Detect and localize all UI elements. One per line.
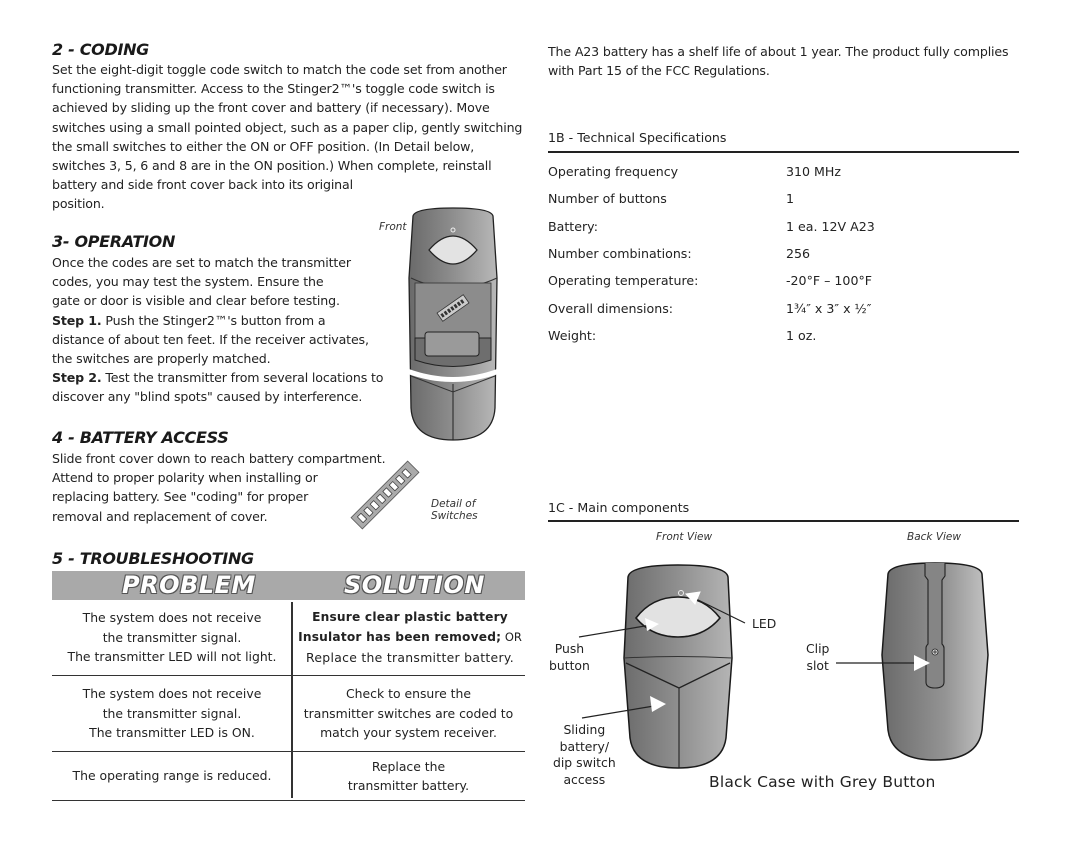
product-caption: Black Case with Grey Button: [709, 773, 936, 791]
sliding-access-label: [553, 722, 616, 788]
column-header-problem: PROBLEM: [122, 571, 256, 599]
specs-title: 1B - Technical Specifications: [548, 130, 727, 145]
clip-slot-pointer-arrow: [834, 651, 934, 675]
led-label: LED: [752, 616, 777, 631]
intro-line: The A23 battery has a shelf life of about 1 year. The product fully complies: [548, 44, 1009, 59]
coding-line: functioning transmitter. Access to the Stinger2™'s toggle code switch is: [52, 81, 495, 97]
problem-text: the transmitter signal.: [102, 705, 242, 721]
spec-label: Overall dimensions:: [548, 301, 674, 316]
coding-line: position.: [52, 196, 105, 212]
table-row: [52, 752, 525, 801]
coding-line: Set the eight-digit toggle code switch to match the code set from another: [52, 62, 507, 77]
battery-line: Slide front cover down to reach battery compartment.: [52, 451, 386, 466]
sliding-label-line: Sliding: [563, 722, 606, 737]
step-2-text: Test the transmitter from several locations to: [101, 370, 384, 386]
step-2-line: [52, 368, 383, 387]
battery-line: replacing battery. See "coding" for proper: [52, 489, 309, 505]
spec-label: Operating temperature:: [548, 273, 699, 288]
solution-text: transmitter battery.: [347, 778, 470, 793]
push-button-label-line: Push: [554, 641, 585, 656]
operation-line: Once the codes are set to match the transmitter: [52, 255, 351, 270]
table-row: [52, 676, 525, 752]
problem-text: The transmitter LED is ON.: [89, 725, 255, 741]
components-divider: [548, 520, 1019, 522]
spec-label: Operating frequency: [548, 164, 679, 179]
problem-text: The system does not receive: [82, 610, 262, 626]
battery-access-paragraph: [52, 449, 385, 526]
back-view-label: Back View: [907, 531, 961, 543]
coding-line: achieved by sliding up the front cover and battery (if necessary). Move: [52, 100, 490, 116]
operation-line: gate or door is visible and clear before testing.: [52, 293, 340, 309]
solution-bold-text: Ensure clear plastic battery: [312, 609, 508, 624]
spec-value: -20°F – 100°F: [786, 273, 872, 288]
sliding-label-line: dip switch: [553, 755, 616, 770]
transmitter-open-illustration: [405, 208, 501, 448]
solution-cell: [292, 600, 528, 675]
specs-divider: [548, 151, 1019, 153]
problem-text: The transmitter LED will not light.: [67, 649, 277, 665]
problem-text: The system does not receive: [82, 686, 262, 702]
spec-value: 1: [786, 191, 795, 206]
step-2-text: discover any "blind spots" caused by interference.: [52, 389, 363, 405]
components-title: 1C - Main components: [548, 500, 690, 515]
battery-shelf-life-paragraph: [548, 42, 1008, 80]
operation-line: codes, you may test the system. Ensure the: [52, 274, 324, 290]
operation-heading: 3- OPERATION: [52, 232, 176, 251]
solution-text: transmitter switches are coded to: [303, 705, 514, 721]
problem-cell: [52, 676, 292, 751]
spec-value: 1 ea. 12V A23: [786, 219, 875, 234]
sliding-label-line: battery/: [559, 738, 610, 754]
spec-label: Battery:: [548, 219, 598, 234]
clip-slot-label-line: Clip: [806, 641, 830, 656]
push-button-label-line: button: [549, 657, 590, 673]
step-1-text: distance of about ten feet. If the receiver activates,: [52, 331, 369, 347]
coding-paragraph: [52, 60, 522, 214]
front-view-label: Front View: [656, 531, 713, 543]
coding-line: switches using a small pointed object, such as a paper clip, gently switching: [52, 119, 523, 135]
problem-cell: [52, 600, 292, 675]
solution-or-text: OR: [501, 630, 522, 645]
table-row: [52, 600, 525, 676]
solution-text: match your system receiver.: [320, 725, 497, 741]
front-figure-label: Front: [379, 221, 407, 233]
push-button-label: [549, 641, 590, 674]
dip-switch-detail: [345, 455, 425, 535]
problem-text: the transmitter signal.: [102, 629, 242, 645]
battery-line: Attend to proper polarity when installing or: [52, 470, 318, 486]
troubleshooting-table-header: [52, 571, 525, 600]
solution-line: [292, 627, 528, 648]
spec-label: Weight:: [548, 328, 597, 343]
solution-text: Replace the transmitter battery.: [306, 649, 514, 665]
clip-slot-label: [806, 641, 829, 674]
clip-slot-label-line: slot: [806, 657, 829, 673]
solution-cell: [292, 752, 525, 800]
step-2-label: Step 2.: [52, 370, 102, 386]
spec-value: 1¾″ x 3″ x ½″: [786, 301, 872, 316]
intro-line: with Part 15 of the FCC Regulations.: [548, 63, 770, 79]
switch-detail-label-line: Detail of: [431, 498, 476, 510]
step-1-line: [52, 311, 383, 330]
table-column-divider: [291, 602, 293, 798]
step-1-label: Step 1.: [52, 312, 102, 328]
troubleshooting-heading: 5 - TROUBLESHOOTING: [52, 549, 254, 568]
sliding-label-line: access: [563, 771, 606, 787]
step-1-text: Push the Stinger2™'s button from a: [101, 312, 326, 328]
spec-label: Number combinations:: [548, 246, 692, 261]
solution-bold-text: Insulator has been removed;: [298, 630, 502, 645]
problem-cell: [52, 752, 292, 800]
solution-cell: [292, 676, 525, 751]
solution-text: Replace the: [371, 758, 446, 774]
battery-access-heading: 4 - BATTERY ACCESS: [52, 428, 229, 447]
coding-line: switches 3, 5, 6 and 8 are in the ON position.) When complete, reinstall: [52, 158, 492, 174]
spec-value: 256: [786, 246, 811, 261]
coding-line: the small switches to either the ON or OFF position. (In Detail below,: [52, 138, 475, 154]
battery-line: removal and replacement of cover.: [52, 508, 268, 524]
spec-value: 1 oz.: [786, 328, 817, 343]
column-header-solution: SOLUTION: [344, 571, 485, 599]
coding-heading: 2 - CODING: [52, 40, 150, 59]
step-1-text: the switches are properly matched.: [52, 351, 271, 367]
spec-label: Number of buttons: [548, 191, 667, 206]
switch-detail-label: [431, 498, 478, 522]
spec-value: 310 MHz: [786, 164, 841, 179]
switch-detail-label-line: Switches: [431, 510, 478, 522]
problem-text: The operating range is reduced.: [72, 768, 272, 784]
solution-text: Check to ensure the: [346, 686, 471, 702]
coding-line: battery and side front cover back into its original: [52, 177, 353, 193]
led-pointer-arrow: [680, 588, 750, 628]
operation-paragraph: [52, 253, 383, 407]
